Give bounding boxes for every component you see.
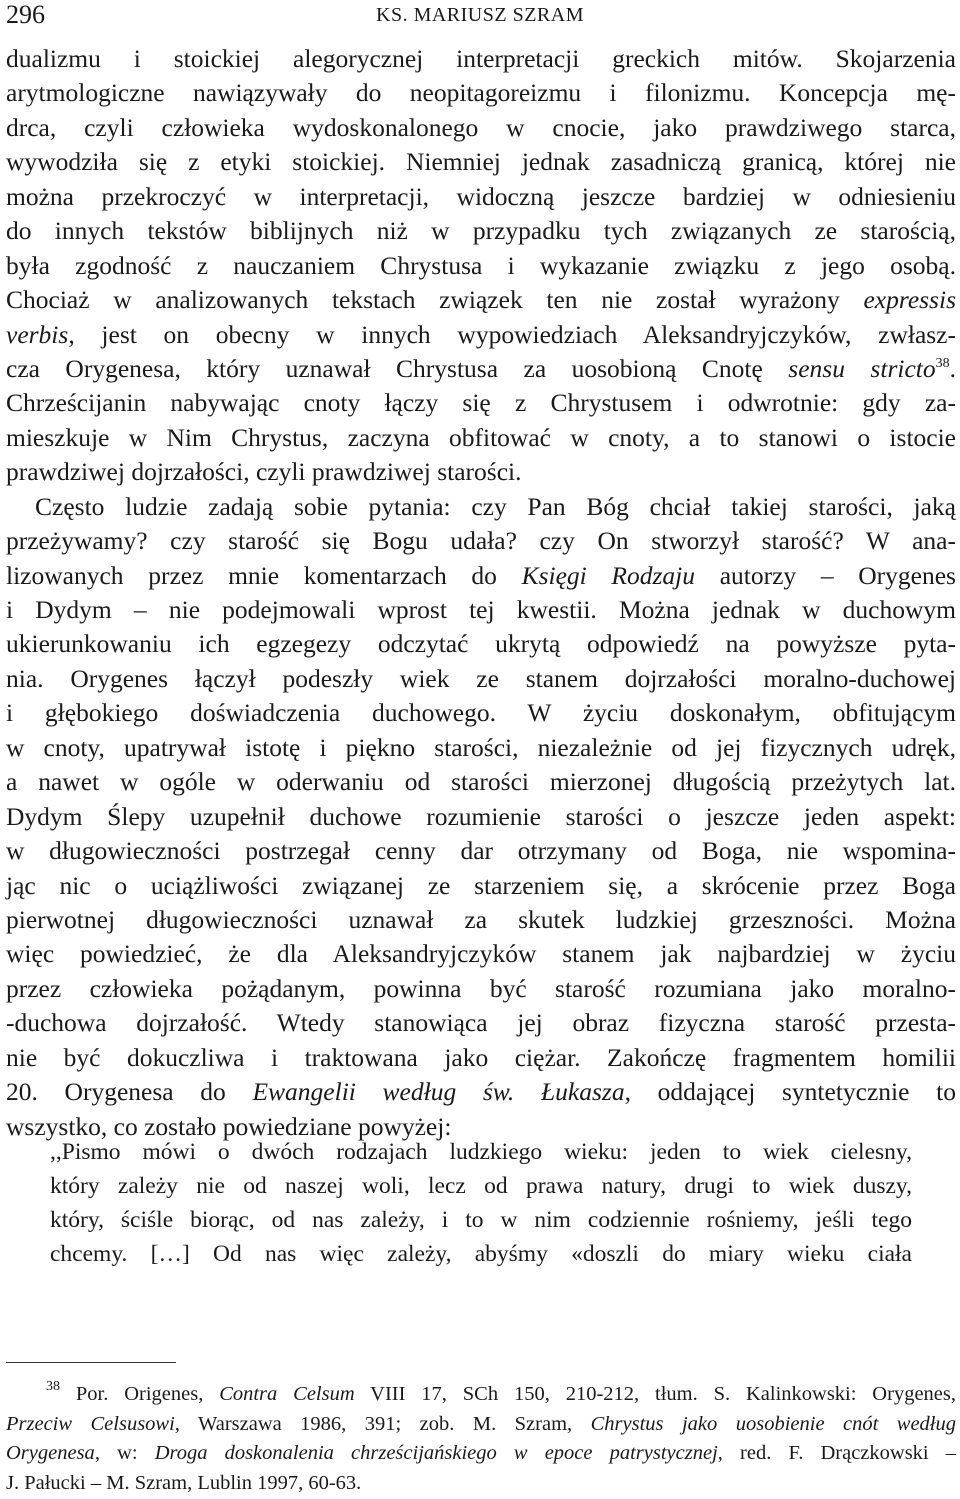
text-run: , w: <box>94 1442 155 1464</box>
text-run: 20. Orygenesa do <box>6 1077 253 1107</box>
text-line: Dydym Ślepy uzupełnił duchowe rozumienie starości o jeszcze jeden aspekt: <box>6 801 956 831</box>
text-line: w długowieczności postrzegał cenny dar otrzymany od Boga, nie wspomina- <box>6 836 956 866</box>
paragraph-1 <box>6 42 956 490</box>
text-run: , red. F. Drączkowski – <box>717 1442 956 1464</box>
running-head: KS. MARIUSZ SZRAM <box>376 4 584 26</box>
text-line <box>6 559 956 593</box>
text-line: przeżywamy? czy starość się Bogu udała? czy On stworzył starość? W ana- <box>6 526 956 556</box>
text-line: ukierunkowaniu ich egzegezy odczytać ukrytą odpowiedź na powyższe pyta- <box>6 629 956 659</box>
block-quote <box>50 1135 912 1271</box>
italic-phrase: Droga doskonalenia chrześcijańskiego w epoce patrystycznej <box>154 1442 718 1464</box>
footnote-line <box>6 1380 956 1410</box>
text-line: drca, czyli człowieka wydoskonalonego w cnocie, jako prawdziwego starca, <box>6 112 956 142</box>
footnote-38 <box>6 1380 956 1498</box>
text-line: była zgodność z nauczaniem Chrystusa i wykazanie związku z jego osobą. <box>6 250 956 280</box>
text-run: Chociaż w analizowanych tekstach związek ten nie został wyrażony <box>6 285 864 315</box>
text-run: . <box>949 353 956 383</box>
text-line: pierwotnej długowieczności uznawał za skutek ludzkiej grzeszności. Można <box>6 904 956 934</box>
footnote-number: 38 <box>46 1379 60 1394</box>
italic-phrase: verbis <box>6 319 69 349</box>
text-line: prawdziwej dojrzałości, czyli prawdziwej starości. <box>6 457 522 487</box>
text-line <box>6 1075 956 1109</box>
italic-phrase: expressis <box>863 285 956 315</box>
text-line: więc powiedzieć, że dla Aleksandryjczyków stanem jak najbardziej w życiu <box>6 939 956 969</box>
italic-phrase: Przeciw Celsusowi <box>6 1412 175 1435</box>
text-line: Chrześcijanin nabywając cnoty łączy się z Chrystusem i odwrotnie: gdy za- <box>6 388 956 418</box>
italic-phrase: Chrystus jako uosobienie cnót według <box>590 1412 956 1435</box>
text-line: mieszkuje w Nim Chrystus, zaczyna obfitować w cnoty, a to stanowi o istocie <box>6 422 956 452</box>
text-line: można przekroczyć w interpretacji, widoczną jeszcze bardziej w odniesieniu <box>6 181 956 211</box>
footnote-line <box>6 1439 956 1469</box>
page-header <box>0 0 960 30</box>
italic-phrase: Księgi Rodzaju <box>521 560 696 590</box>
text-line: jąc nic o uciążliwości związanej ze starzeniem się, a skrócenie przez Boga <box>6 870 956 900</box>
text-line: przez człowieka pożądanym, powinna być starość rozumiana jako moralno- <box>6 973 956 1003</box>
text-run: cza Orygenesa, który uznawał Chrystusa za uosobioną Cnotę <box>6 353 789 383</box>
text-run: , Warszawa 1986, 391; zob. M. Szram, <box>174 1412 591 1435</box>
text-run: autorzy – Orygenes <box>695 560 956 590</box>
text-line: -duchowa dojrzałość. Wtedy stanowiąca jej obraz fizyczna starość przesta- <box>6 1008 956 1038</box>
text-run: , oddającej syntetycznie to <box>624 1077 956 1107</box>
text-line: Często ludzie zadają sobie pytania: czy Pan Bóg chciał takiej starości, jaką <box>35 491 956 521</box>
text-line: arytmologiczne nawiązywały do neopitagoreizmu i filonizmu. Koncepcja mę- <box>6 78 956 108</box>
text-run: Por. Origenes, <box>60 1383 220 1405</box>
main-text <box>6 42 956 1144</box>
quote-line: chcemy. […] Od nas więc zależy, abyśmy «doszli do miary wieku ciała <box>50 1241 912 1267</box>
text-line: do innych tekstów biblijnych niż w przypadku tych związanych ze starością, <box>6 216 956 246</box>
paragraph-2 <box>6 490 956 1144</box>
italic-phrase: sensu stricto <box>788 353 936 383</box>
text-line: wywodziła się z etyki stoickiej. Niemniej jednak zasadniczą granicą, której nie <box>6 147 956 177</box>
text-line: dualizmu i stoickiej alegorycznej interpretacji greckich mitów. Skojarzenia <box>6 44 956 73</box>
footnote-line <box>6 1410 956 1440</box>
text-line: nie być dokuczliwa i traktowana jako ciężar. Zakończę fragmentem homilii <box>6 1042 956 1072</box>
italic-phrase: Contra Celsum <box>219 1383 355 1405</box>
text-line: i Dydym – nie podejmowali wprost tej kwestii. Można jednak w duchowym <box>6 595 956 624</box>
text-line <box>6 283 956 317</box>
page-number: 296 <box>6 0 45 29</box>
text-line: i głębokiego doświadczenia duchowego. W życiu doskonałym, obfitującym <box>6 698 956 728</box>
italic-phrase: Ewangelii według św. Łukasza <box>252 1077 625 1107</box>
text-line: w cnoty, upatrywał istotę i piękno starości, niezależnie od jej fizycznych udręk, <box>6 732 956 762</box>
text-run: , jest on obecny w innych wypowiedziach Aleksandryjczyków, zwłasz- <box>68 319 956 349</box>
text-run: lizowanych przez mnie komentarzach do <box>6 560 522 590</box>
italic-phrase: Orygenesa <box>6 1442 95 1464</box>
text-line <box>6 318 956 352</box>
text-run: VIII 17, SCh 150, 210-212, tłum. S. Kalinkowski: Orygenes, <box>354 1383 956 1405</box>
text-line: wszystko, co zostało powiedziane powyżej: <box>6 1111 452 1141</box>
quote-line: który, ściśle biorąc, od nas zależy, i to w nim codziennie rośniemy, jeśli tego <box>50 1207 912 1233</box>
footnote-ref[interactable]: 38 <box>935 355 950 371</box>
footnote-line: J. Pałucki – M. Szram, Lublin 1997, 60-63. <box>6 1471 362 1494</box>
quote-line: który zależy nie od naszej woli, lecz od prawa natury, drugi to wiek duszy, <box>50 1173 912 1199</box>
text-line <box>6 352 956 386</box>
footnote-separator <box>6 1362 176 1363</box>
text-line: nia. Orygenes łączył podeszły wiek ze stanem dojrzałości moralno-duchowej <box>6 663 956 693</box>
text-line: a nawet w ogóle w oderwaniu od starości mierzonej długością przeżytych lat. <box>6 767 956 797</box>
quote-line: ,,Pismo mówi o dwóch rodzajach ludzkiego wieku: jeden to wiek cielesny, <box>50 1139 912 1165</box>
